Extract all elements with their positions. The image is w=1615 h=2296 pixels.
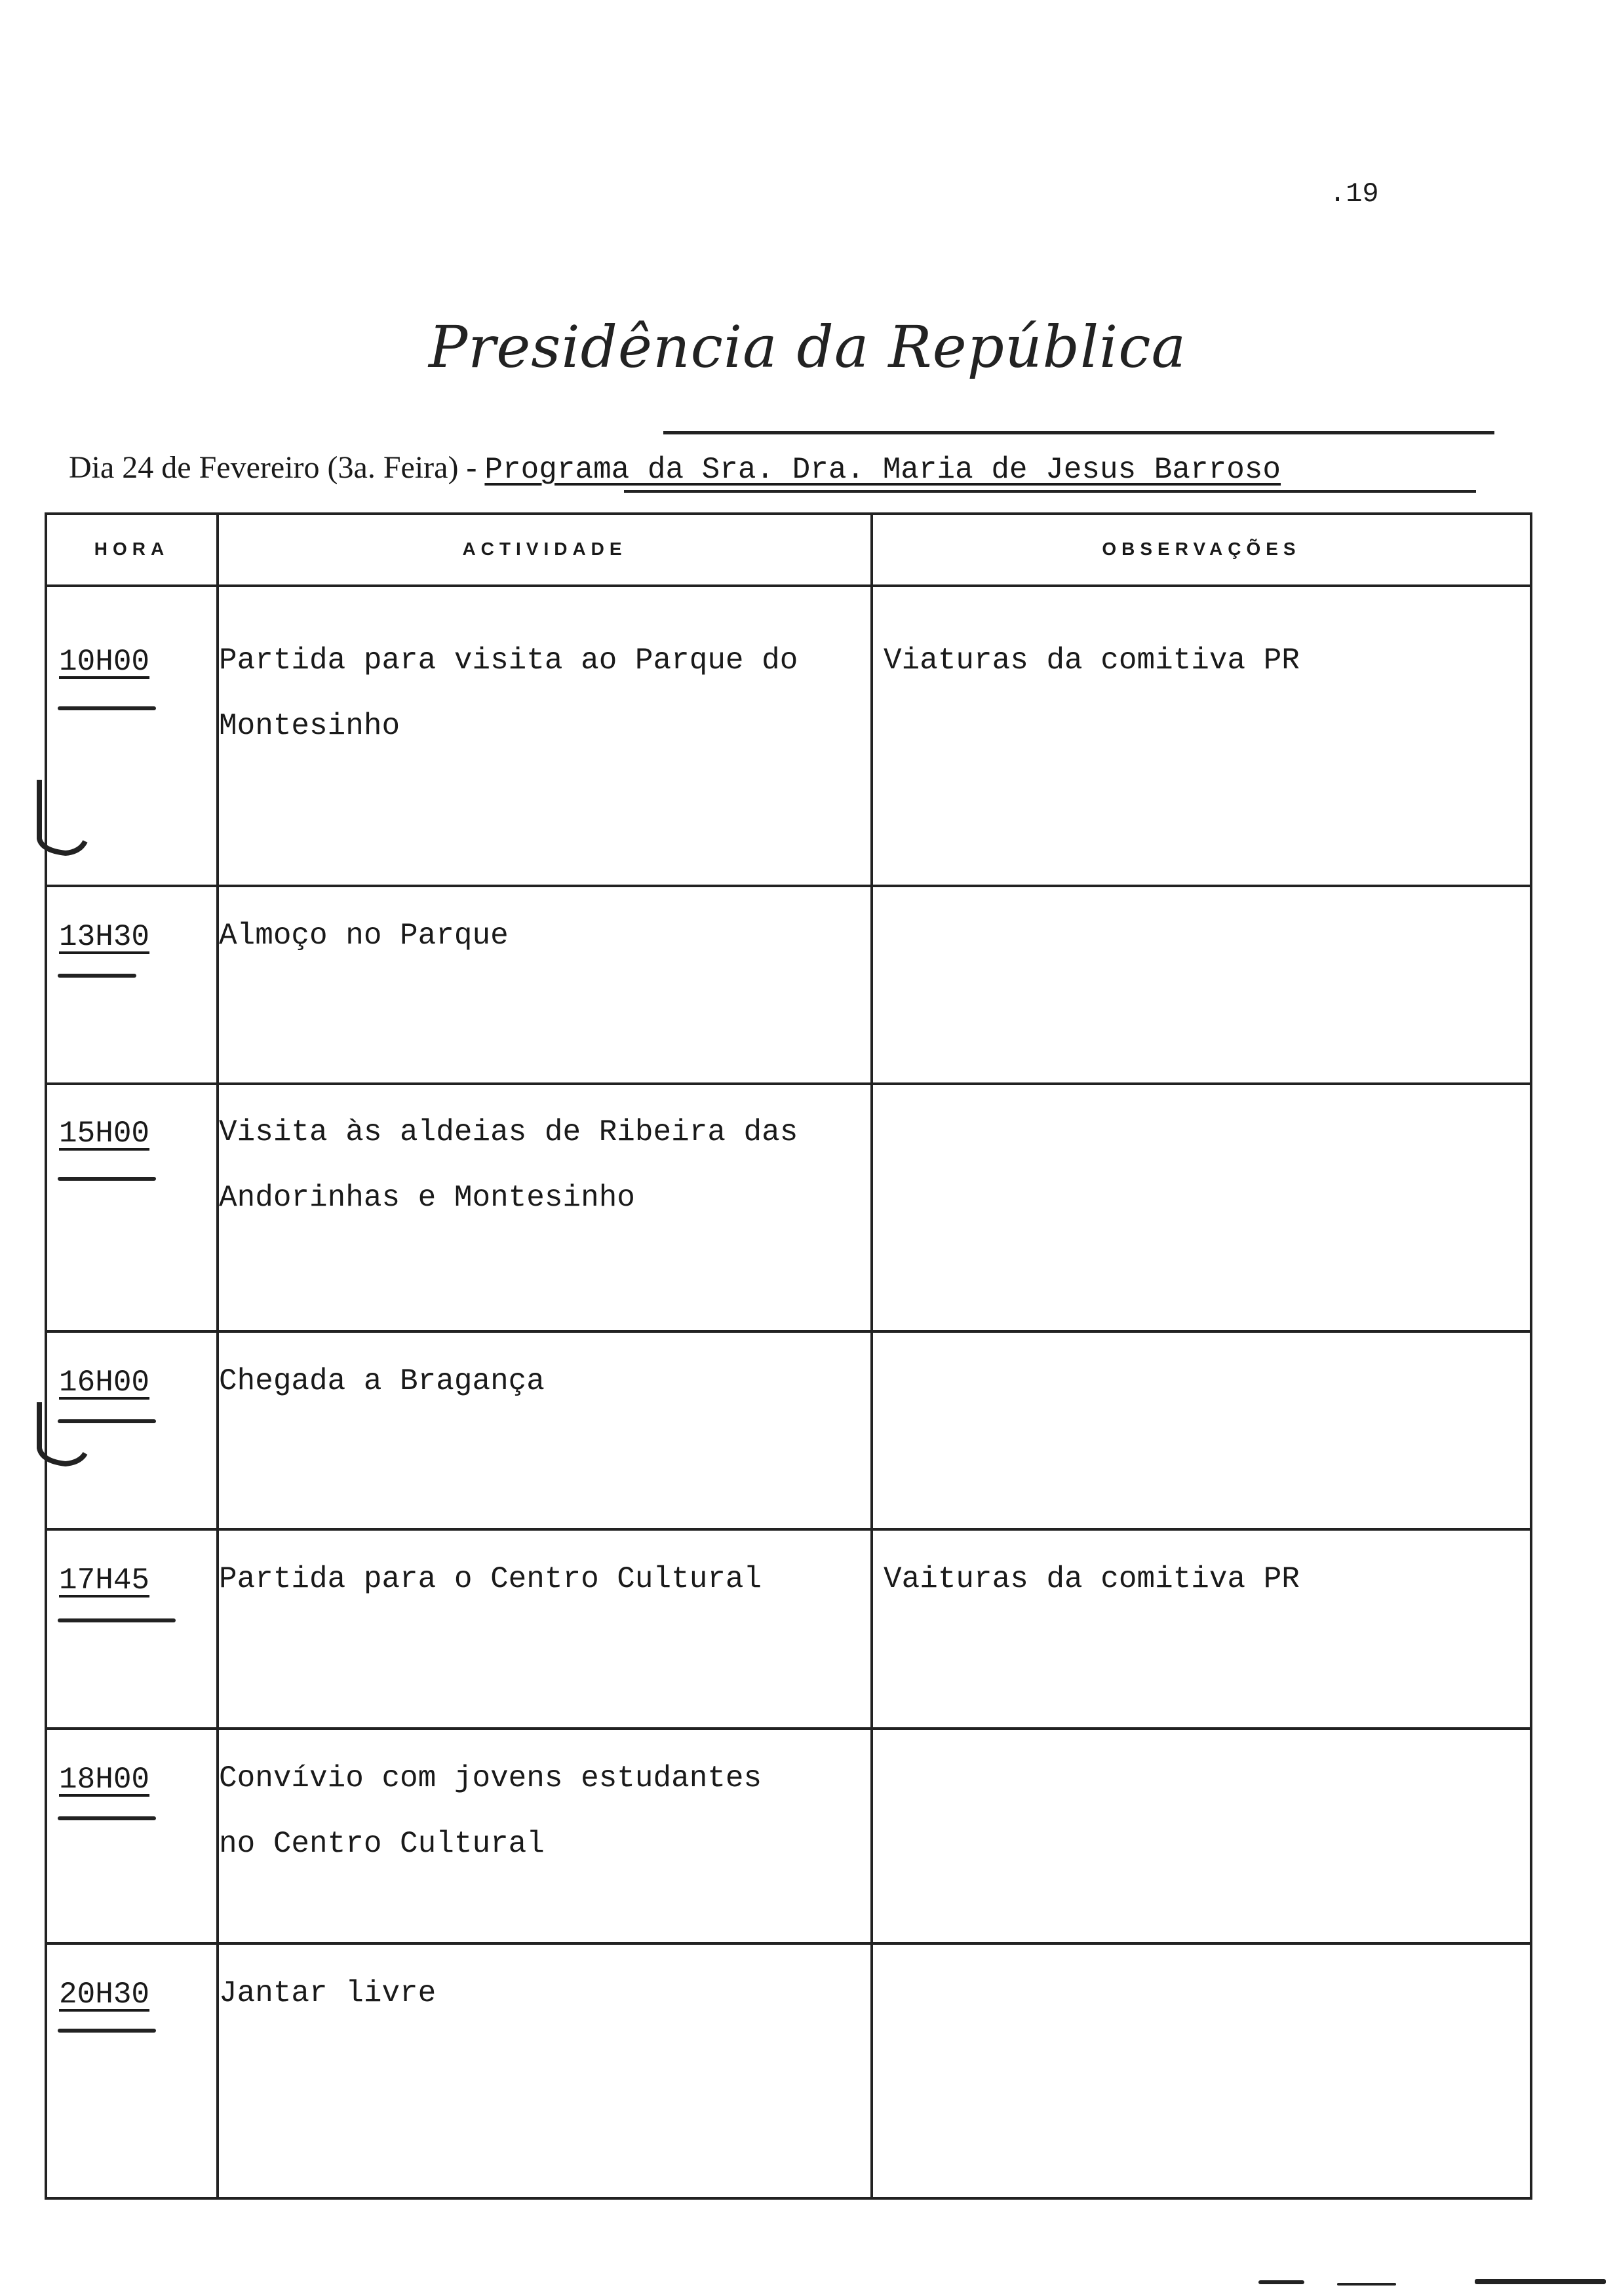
page-number: .19	[1329, 178, 1379, 210]
row-divider	[47, 1528, 1530, 1531]
activity-line-2: Andorinhas e Montesinho	[219, 1181, 635, 1215]
activity-line-1: Jantar livre	[219, 1976, 437, 2010]
activity-line-1: Chegada a Bragança	[219, 1364, 545, 1398]
activity-line-1: Almoço no Parque	[219, 919, 509, 953]
handwritten-bracket-mark	[20, 773, 92, 865]
title-overline	[663, 431, 1494, 434]
time-cell: 16H00	[59, 1366, 150, 1400]
observation-cell: Vaituras da comitiva PR	[884, 1562, 1300, 1596]
program-title: Programa da Sra. Dra. Maria de Jesus Barroso	[484, 453, 1281, 487]
letterhead: Presidência da República	[428, 313, 1187, 381]
handwritten-underline	[58, 1177, 156, 1181]
handwritten-underline	[58, 974, 136, 978]
time-cell: 17H45	[59, 1563, 150, 1598]
row-divider	[47, 1330, 1530, 1333]
date-line: Dia 24 de Fevereiro (3a. Feira) -	[69, 450, 485, 485]
row-divider	[47, 584, 1530, 587]
time-cell: 13H30	[59, 920, 150, 954]
handwritten-underline	[58, 706, 156, 710]
time-cell: 10H00	[59, 645, 150, 679]
row-divider	[47, 1727, 1530, 1730]
time-cell: 15H00	[59, 1117, 150, 1151]
activity-line-1: Convívio com jovens estudantes	[219, 1761, 762, 1795]
time-cell: 20H30	[59, 1978, 150, 2012]
row-divider	[47, 1942, 1530, 1945]
row-divider	[47, 1082, 1530, 1085]
header-hora: HORA	[94, 539, 170, 559]
title-underline	[624, 490, 1476, 493]
handwritten-bracket-mark	[20, 1396, 92, 1487]
activity-line-1: Visita às aldeias de Ribeira das	[219, 1115, 798, 1149]
activity-line-2: no Centro Cultural	[219, 1827, 545, 1861]
observation-cell: Viaturas da comitiva PR	[884, 643, 1300, 678]
footer-stroke	[1258, 2280, 1304, 2284]
activity-line-2: Montesinho	[219, 709, 400, 743]
header-observacoes: OBSERVAÇÕES	[1102, 539, 1301, 559]
schedule-table	[45, 512, 1532, 2200]
activity-line-1: Partida para o Centro Cultural	[219, 1562, 762, 1596]
footer-stroke	[1337, 2283, 1396, 2286]
activity-line-1: Partida para visita ao Parque do	[219, 643, 798, 678]
time-cell: 18H00	[59, 1763, 150, 1797]
row-divider	[47, 885, 1530, 887]
handwritten-underline	[58, 2029, 156, 2033]
program-header	[69, 450, 1281, 487]
handwritten-underline	[58, 1816, 156, 1820]
header-actividade: ACTIVIDADE	[462, 539, 627, 559]
footer-stroke	[1475, 2279, 1606, 2284]
handwritten-underline	[58, 1618, 176, 1622]
